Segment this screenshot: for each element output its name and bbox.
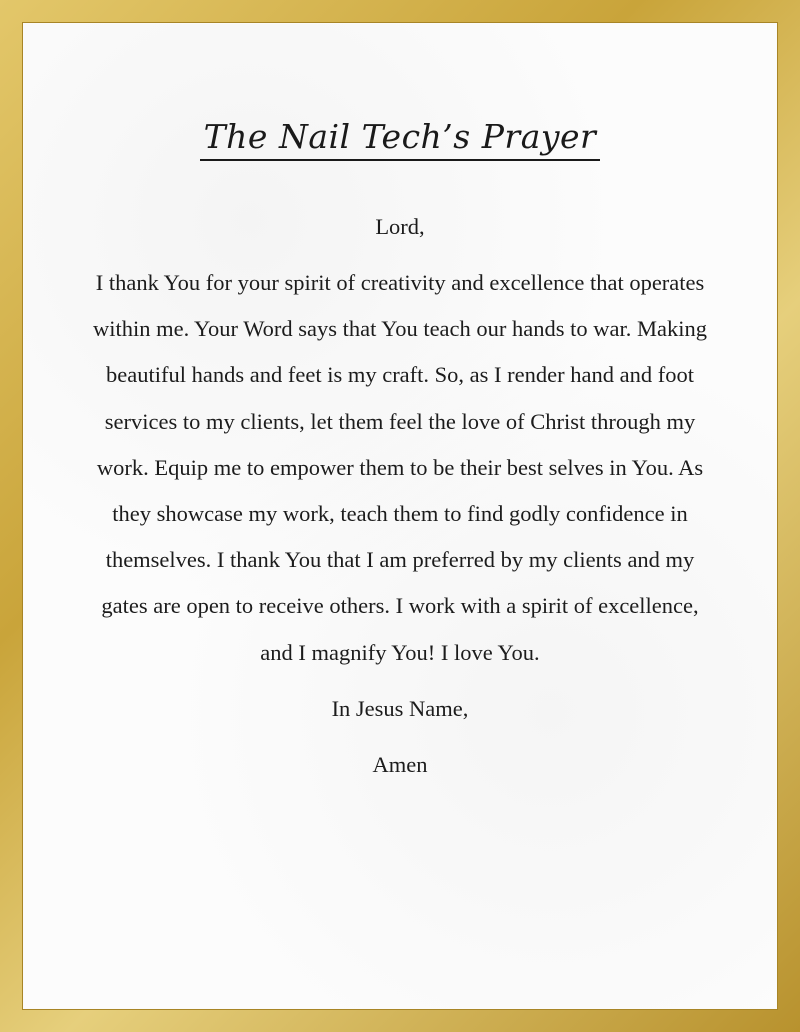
document-title: The Nail Tech’s Prayer — [200, 119, 601, 161]
amen-line: Amen — [372, 751, 428, 777]
prayer-body — [90, 204, 710, 788]
closing-line: In Jesus Name, — [331, 695, 469, 721]
salutation: Lord, — [375, 214, 425, 239]
title-container — [24, 119, 776, 161]
paper-sheet — [24, 24, 776, 1008]
prayer-paragraph: I thank You for your spirit of creativity and excellence that operates within me. Your Word says that You teach our hands to war. Making beautiful hands and feet is my craft. So, as I render hand and foot services to my clients, let them feel the love of Christ through my work. Equip me to empower them to be their best selves in You. As they showcase my work, teach them to find godly confidence in themselves. I thank You that I am preferred by my clients and my gates are open to receive others. I work with a spirit of excellence, and I magnify You! I love You. — [93, 270, 707, 665]
